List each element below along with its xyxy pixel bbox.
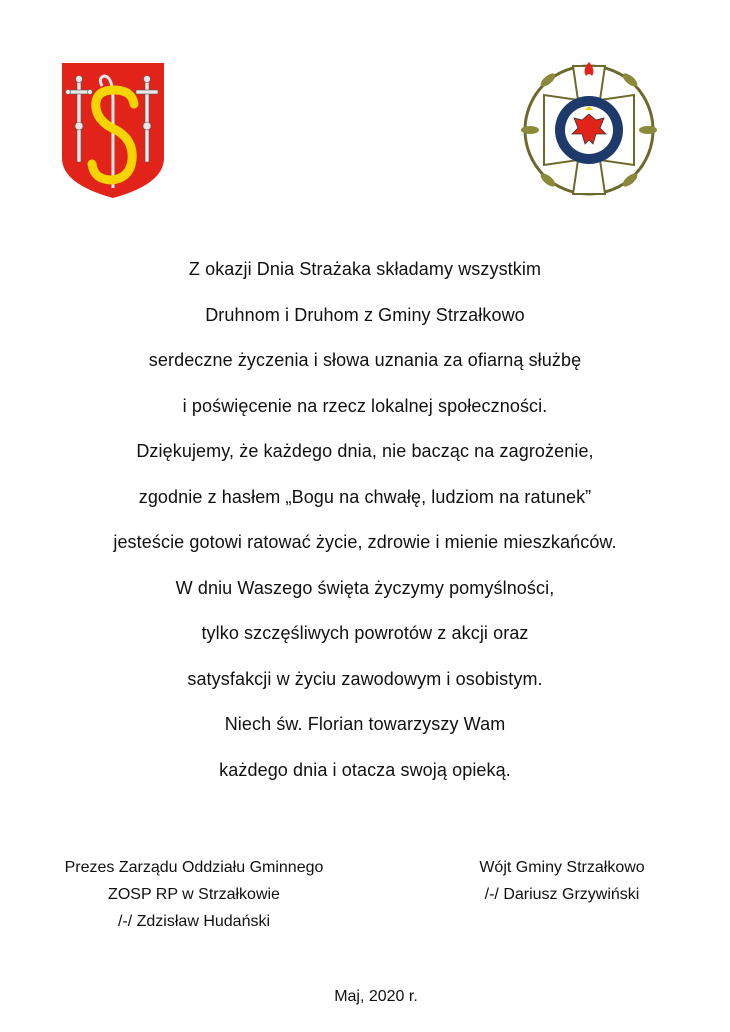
message-line: serdeczne życzenia i słowa uznania za ofiarną służbę — [148, 350, 582, 370]
message-line: jesteście gotowi ratować życie, zdrowie i mienie mieszkańców. — [113, 532, 617, 552]
signature-right — [452, 854, 672, 908]
message-line: Dziękujemy, że każdego dnia, nie bacząc na zagrożenie, — [136, 441, 594, 461]
emblem-graphic — [518, 60, 660, 200]
message-line: tylko szczęśliwych powrotów z akcji oraz — [201, 623, 529, 643]
message-line: i poświęcenie na rzecz lokalnej społeczności. — [182, 395, 548, 416]
message-line: Z okazji Dnia Strażaka składamy wszystkim — [188, 259, 542, 279]
message-line: Druhnom i Druhom z Gminy Strzałkowo — [205, 304, 525, 325]
message-line: W dniu Waszego święta życzymy pomyślności, — [175, 577, 555, 598]
message-line: każdego dnia i otacza swoją opieką. — [219, 759, 511, 780]
signature-right-name: /-/ Dariusz Grzywiński — [484, 886, 640, 903]
message-line: satysfakcji w życiu zawodowym i osobistym. — [187, 668, 543, 689]
zosp-rp-emblem — [518, 60, 660, 200]
greeting-message — [0, 252, 730, 798]
signature-left-title-1: Prezes Zarządu Oddziału Gminnego — [64, 859, 324, 876]
message-line: Niech św. Florian towarzyszy Wam — [224, 714, 506, 734]
signature-left-name: /-/ Zdzisław Hudański — [117, 913, 271, 930]
message-line: zgodnie z hasłem „Bogu na chwałę, ludziom na ratunek” — [138, 486, 592, 507]
signature-right-title: Wójt Gminy Strzałkowo — [479, 859, 645, 876]
coat-of-arms-graphic — [60, 60, 168, 200]
document-date: Maj, 2020 r. — [334, 988, 418, 1005]
signature-left — [46, 854, 342, 935]
gmina-coat-of-arms — [60, 60, 168, 200]
signature-left-title-2: ZOSP RP w Strzałkowie — [108, 886, 280, 903]
